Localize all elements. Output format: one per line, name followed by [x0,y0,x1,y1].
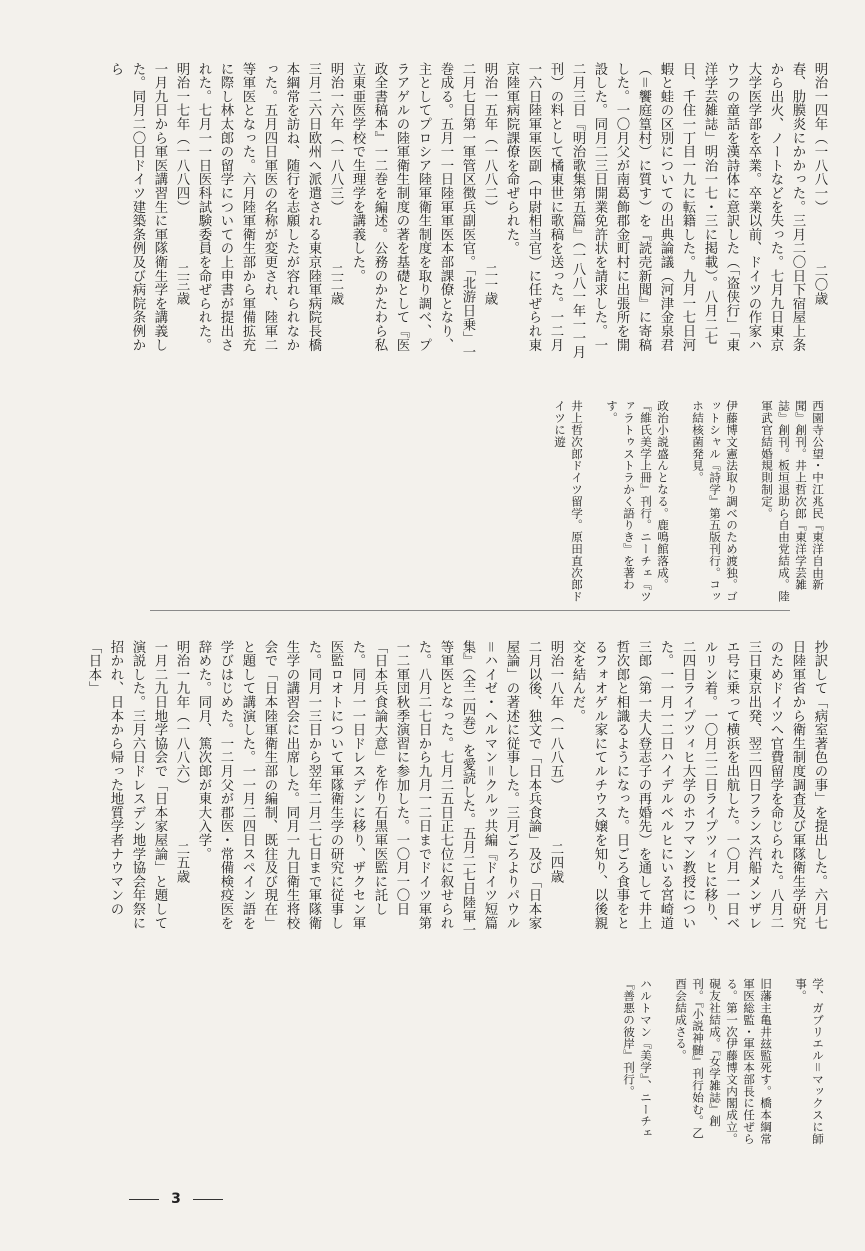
age-label: 二〇歳 [812,264,827,306]
year-label: 明治一七年（一八八四） [174,62,189,208]
event-note: 西園寺公望・中江兆民『東洋自由新聞』創刊。井上哲次郎『東洋学芸雑誌』創刊。板垣退助ら自由党結成。陸軍武官結婚規則制定。 [760,400,825,603]
year-heading [170,640,192,940]
year-heading [544,640,566,940]
bottom-sidebar-notes [90,978,826,1148]
event-note: ハルトマン『美学』、ニーチェ『善悪の彼岸』刊行。 [622,978,653,1139]
chronology-paragraph: 二月七日第一軍管区徴兵副医官。「北游日乗」一巻成る。五月一一日陸軍軍医本部課僚となり、主としてプロシア陸軍衛生制度を取り調べ、プラアゲルの陸軍衛生制度の著を基礎として『医政全書稿本』一二巻を編述。公務のかたわら私立東亜医学校で生理学を講義した。 [350,62,475,359]
event-note: 政治小説盛んとなる。鹿鳴館落成。『維氏美学上冊』刊行。ニーチェ『ツァラトゥストラかく語りき』を著わす。 [605,400,670,603]
year-label: 明治一六年（一八八三） [328,62,343,208]
top-main-text [108,62,830,360]
year-heading [808,62,830,360]
chronology-paragraph: 二月以後、独文で「日本兵食論」及び「日本家屋論」の著述に従事した。三月ごろよりパウル＝ハイゼ・ヘルマン＝クルッ共編『ドイツ短篇集』（全二四巻）を愛読した。五月二七日陸軍一等軍医となった。七月二五日正七位に叙せられた。八月二七日から九月一二日までドイツ軍第一二軍団秋季演習に参加した。一〇月一〇日「日本兵食論大意」を作り石黒軍医監に託した。同月一一日ドレスデンに移り、ザクセン軍医監ロオトについて軍隊衛生学の研究に従事した。同月一三日から翌年二月二七日まで軍隊衛生学の講習会に出席した。同月一九日衛生将校会で「日本陸軍衛生部の編制、既往及び現在」と題して講演した。一一月二四日スペイン語を学びはじめた。一二月父が郡医・常備検疫医を辞めた。同月、篤次郎が東大入学。 [196,640,541,937]
year-heading [478,62,500,360]
section-divider [150,610,790,611]
event-note: 旧藩主亀井玆監死す。橋本綱常軍医総監・軍医本部長に任ぜらる。第一次伊藤博文内閣成立。硯友社結成。『女学雑誌』創刊。『小説神髄』刊行始む。乙酉会結成さる。 [674,978,773,1145]
year-label: 明治一八年（一八八五） [548,640,563,786]
page-number-left-dash [129,1199,159,1200]
year-label: 明治一五年（一八八二） [482,62,497,208]
age-label: 二一歳 [482,264,497,306]
year-heading [170,62,192,360]
event-note: 井上哲次郎ドイツ留学。原田直次郎ドイツに遊 [553,400,584,603]
age-label: 二五歳 [174,842,189,884]
chronology-paragraph: 三月二六日欧州へ派遣される東京陸軍病院長橋本綱常を訪ね、随行を志願したが容れられなかった。五月四日軍医の名称が変更され、陸軍二等軍医となった。六月陸軍衛生部から軍備拡充に際し林太郎の留学についての上申書が提出された。七月一一日医科試験委員を命ぜられた。 [196,62,321,352]
page-number-value: 3 [171,1191,181,1207]
bottom-main-text [86,640,830,940]
age-label: 二四歳 [548,842,563,884]
page-number [116,1188,236,1210]
age-label: 二三歳 [174,264,189,306]
chronology-paragraph: 春、肋膜炎にかかった。三月二〇日下宿屋上条から出火、ノートなどを失った。七月九日東京大学医学部を卒業。卒業以前、ドイツの作家ハウフの童話を漢詩体に意訳した（「盗侠行」「東洋学芸雑誌」明治一七・三に掲載）。八月二七日、千住一丁目一九に転籍した。九月一七日河蝦と蛙の区別についての出典論議（河津金泉君（＝饗庭篁村）に質す）を『読売新聞』に寄稿した。一〇月父が南葛飾郡金町村に出張所を開設した。同月二三日開業免許状を請求した。一二月三日『明治歌集第五篇』（一八八一年一一月刊）の料として橘東世に歌稿を送った。一二月一六日陸軍軍医副（中尉相当官）に任ぜられ東京陸軍病院課僚を命ぜられた。 [504,62,805,359]
top-sidebar-notes [86,400,826,605]
chronology-paragraph: 抄訳して「病室著色の事」を提出した。六月七日陸軍省から衛生制度調査及び軍隊衛生学研究のためドイツへ官費留学を命じられた。八月二三日東京出発、翌二四日フランス汽船メンザレエ号に乗って横浜を出航した。一〇月一一日ベルリン着。一〇月二二日ライプツィヒに移り、二四日ライプツィヒ大学のホフマン教授についた。一一月一二日ハイデルベルヒにいる宮崎道三郎（第一夫人登志子の再婚先）を通して井上哲次郎と相識るようになった。日ごろ食事をとるフォオゲル家にてルチウス嬢を知り、以後親交を結んだ。 [570,640,827,930]
year-label: 明治一四年（一八八一） [812,62,827,208]
age-label: 二二歳 [328,264,343,306]
chronology-paragraph: 一月九日から軍医講習生に軍隊衛生学を講義した。同月二〇日ドイツ建築条例及び病院条例から [108,62,167,352]
event-note: 伊藤博文憲法取り調べのため渡独。ゴットシャル『詩学』第五版刊行。コッホ結核菌発見。 [691,400,739,603]
year-label: 明治一九年（一八八六） [174,640,189,786]
chronology-paragraph: 一月二九日地学協会で「日本家屋論」と題して演説した。三月六日ドレスデン地学協会年祭に招かれ、日本から帰った地質学者ナウマンの「日本」 [86,640,167,930]
event-note: 学、ガブリエル＝マックスに師事。 [794,978,825,1145]
page-number-right-dash [193,1199,223,1200]
year-heading [324,62,346,360]
